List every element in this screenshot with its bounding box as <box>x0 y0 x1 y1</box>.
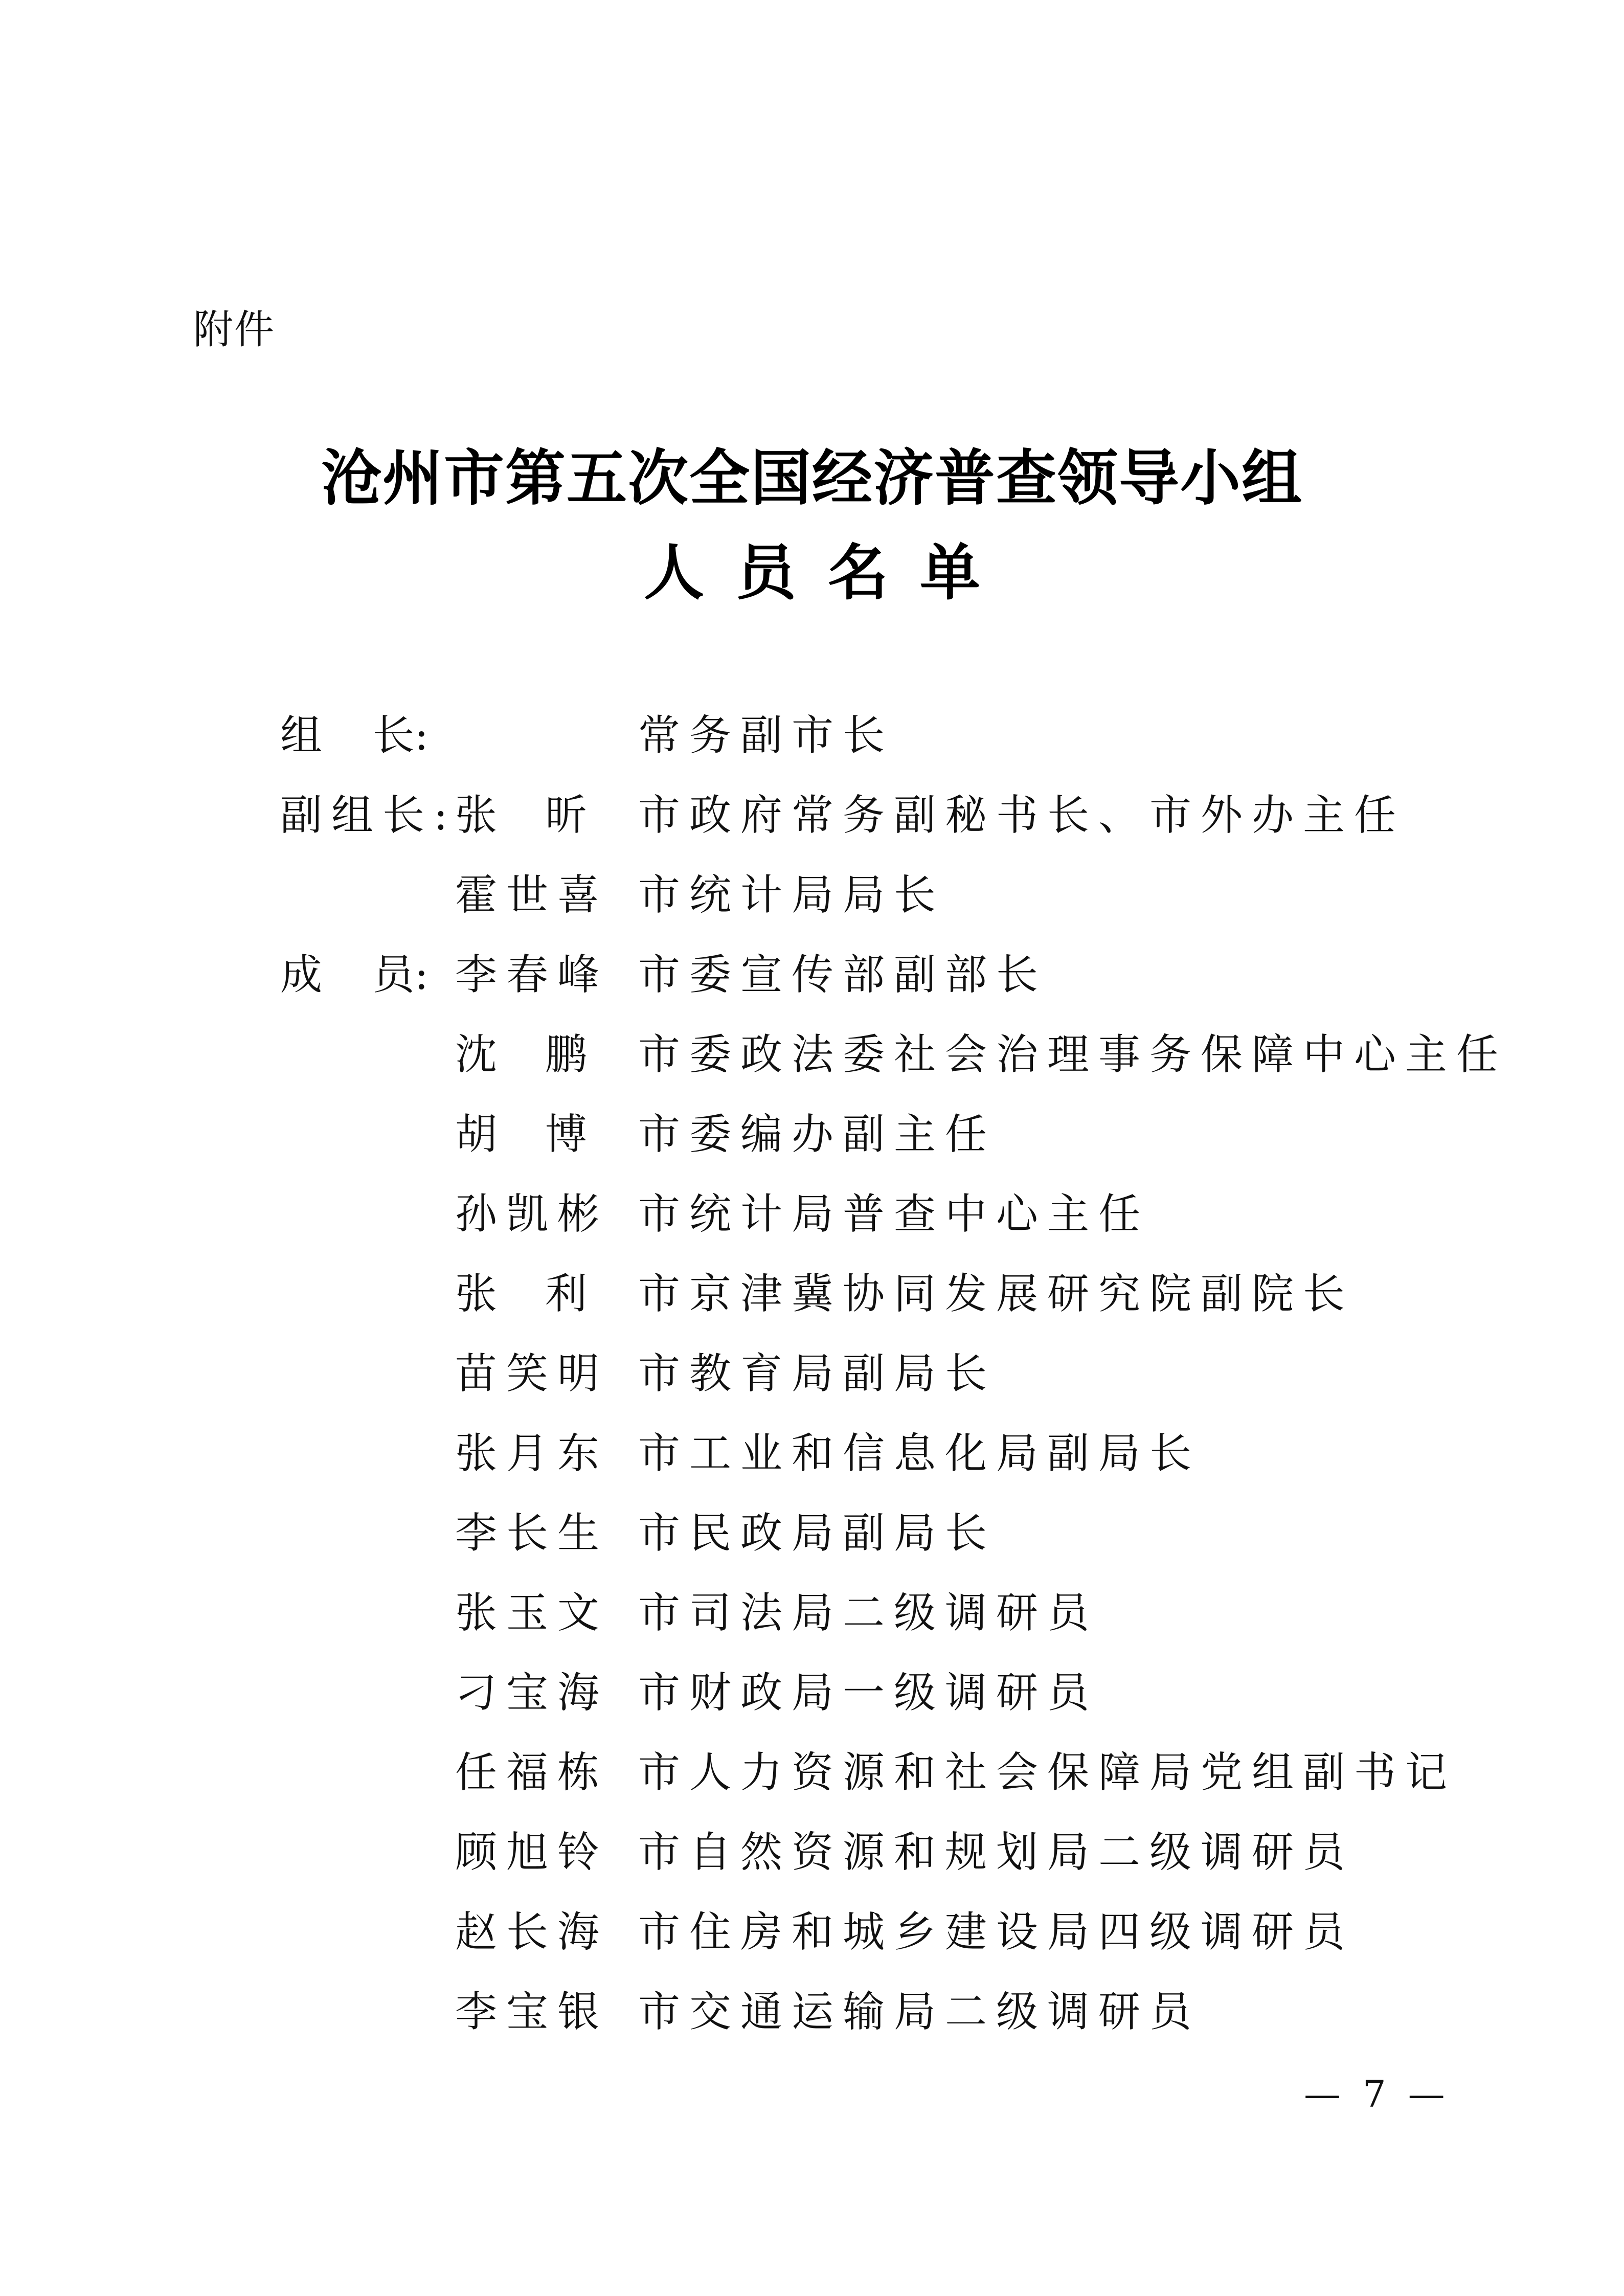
roster-row <box>280 1904 1507 1984</box>
member-name: 刁宝海 <box>455 1669 609 1717</box>
member-position: 常务副市长 <box>638 711 894 760</box>
member-name <box>455 787 587 844</box>
role-label-char: 组 <box>280 711 323 760</box>
member-position: 市财政局一级调研员 <box>638 1669 1099 1717</box>
member-position: 市交通运输局二级调研员 <box>638 1988 1201 2036</box>
roster-row <box>280 787 1507 867</box>
document-title-line-1: 沧州市第五次全国经济普查领导小组 <box>321 442 1303 513</box>
member-name: 任福栋 <box>455 1748 609 1797</box>
member-name: 张玉文 <box>455 1589 609 1637</box>
member-position: 市委编办副主任 <box>638 1110 997 1159</box>
page-number: — 7 — <box>1304 2073 1450 2115</box>
member-name-char: 利 <box>545 1270 587 1318</box>
role-label-char: 成 <box>280 951 323 999</box>
member-name-char: 昕 <box>545 791 587 840</box>
member-name-char: 张 <box>455 791 498 840</box>
member-name: 李春峰 <box>455 951 609 999</box>
roster-row <box>280 1585 1507 1665</box>
member-position: 市住房和城乡建设局四级调研员 <box>638 1908 1355 1956</box>
member-name: 李长生 <box>455 1509 609 1558</box>
member-name-char: 博 <box>545 1110 587 1159</box>
roster-row <box>280 1186 1507 1266</box>
member-name: 霍世喜 <box>455 871 609 919</box>
member-position: 市工业和信息化局副局长 <box>638 1429 1201 1478</box>
roster-row <box>280 1825 1507 1904</box>
member-name <box>455 1107 587 1163</box>
roster-row <box>280 1984 1507 2064</box>
member-name: 张月东 <box>455 1429 609 1478</box>
attachment-label: 附件 <box>193 307 276 353</box>
member-roster <box>280 708 1507 2064</box>
role-label-char: 长: <box>372 711 428 760</box>
roster-row <box>280 1027 1507 1107</box>
member-name <box>455 1266 587 1322</box>
document-title-line-2: 人员名单 <box>643 537 1012 608</box>
roster-row <box>280 1107 1507 1186</box>
member-position: 市教育局副局长 <box>638 1349 997 1398</box>
member-position: 市统计局局长 <box>638 871 945 919</box>
member-name: 苗笑明 <box>455 1349 609 1398</box>
roster-row <box>280 708 1507 787</box>
member-name-char: 沈 <box>455 1030 498 1079</box>
member-position: 市统计局普查中心主任 <box>638 1190 1150 1239</box>
member-name-char: 鹏 <box>545 1030 587 1079</box>
roster-row <box>280 1665 1507 1745</box>
member-name: 李宝银 <box>455 1988 609 2036</box>
member-position: 市委宣传部副部长 <box>638 951 1048 999</box>
member-name: 赵长海 <box>455 1908 609 1956</box>
member-position: 市民政局副局长 <box>638 1509 997 1558</box>
member-name-char: 胡 <box>455 1110 498 1159</box>
member-name <box>455 1027 587 1083</box>
member-name: 孙凯彬 <box>455 1190 609 1239</box>
role-label <box>280 947 428 1003</box>
member-position: 市政府常务副秘书长、市外办主任 <box>638 791 1406 840</box>
role-label <box>280 708 428 764</box>
member-position: 市京津冀协同发展研究院副院长 <box>638 1270 1355 1318</box>
roster-row <box>280 1505 1507 1585</box>
role-label: 副组长: <box>280 791 457 840</box>
roster-row <box>280 947 1507 1027</box>
roster-row <box>280 1266 1507 1346</box>
roster-row <box>280 1745 1507 1825</box>
roster-row <box>280 1426 1507 1505</box>
member-name-char: 张 <box>455 1270 498 1318</box>
roster-row <box>280 1346 1507 1426</box>
member-position: 市委政法委社会治理事务保障中心主任 <box>638 1030 1508 1079</box>
roster-row <box>280 867 1507 947</box>
member-name: 顾旭铃 <box>455 1828 609 1877</box>
role-label-char: 员: <box>372 951 428 999</box>
member-position: 市人力资源和社会保障局党组副书记 <box>638 1748 1457 1797</box>
member-position: 市司法局二级调研员 <box>638 1589 1099 1637</box>
member-position: 市自然资源和规划局二级调研员 <box>638 1828 1355 1877</box>
